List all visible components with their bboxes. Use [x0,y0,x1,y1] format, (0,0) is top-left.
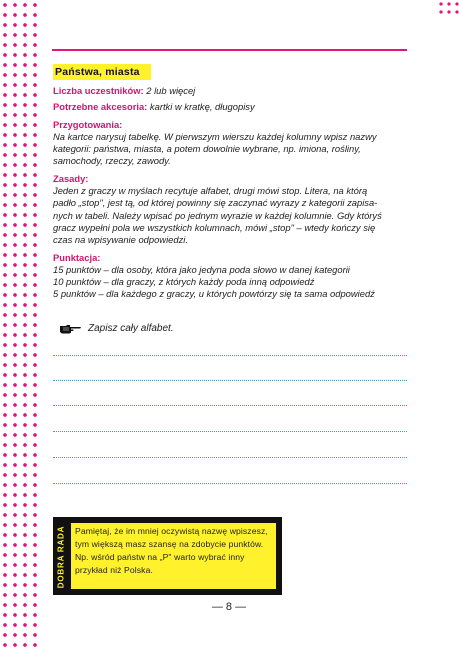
scoring-line: 15 punktów – dla osoby, która jako jedyna poda słowo w danej kategorii [53,263,350,275]
rules-line: Jeden z graczy w myślach recytuje alfabet, drugi mówi stop. Litera, na którą [53,185,368,197]
preparation-line: samochody, rzeczy, zawody. [53,155,171,167]
preparation-heading: Przygotowania: [53,118,123,130]
rules-line: nych w tabeli. Należy wpisać po jednym wyrazie w każdej kolumnie. Gdy któryś [53,209,382,221]
rules-line: gracz wypełni pola we wszystkich kolumnach, mówi „stop" – wtedy kończy się [53,221,376,233]
participants-label: Liczba uczestników: [53,85,144,96]
tip-side-bar [53,517,69,595]
rules-heading: Zasady: [53,172,89,184]
scoring-line: 10 punktów – dla graczy, z których każdy poda inną odpowiedź [53,276,315,288]
game-description [53,85,413,301]
participants-row [53,85,413,97]
tip-line: tym większą masz szansę na zdobycie punktów. [75,539,264,549]
scoring-heading: Punktacja: [53,251,101,263]
tip-line: przykład niż Polska. [75,565,153,575]
accessories-value: kartki w kratkę, długopisy [149,101,255,113]
writing-line [53,380,407,381]
participants-value: 2 lub więcej [146,85,196,96]
writing-line [53,483,407,484]
accessories-row [53,101,413,113]
tip-side-label: DOBRA RADA [56,525,66,589]
writing-line [53,355,407,356]
rules-line: padło „stop", jest tą, od której powinny się zaczynać wyrazy z kategorii zapisa- [53,197,378,209]
writing-line [53,405,407,406]
tip-text [71,523,276,589]
page-title: Państwa, miasta [53,64,151,80]
preparation-line: kategorii: państwa, miasta, a potem dowolnie wybrane, np. imiona, rośliny, [53,143,361,155]
tip-box [53,517,282,595]
writing-line [53,431,407,432]
tip-line: Np. wśród państw na „P" warto wybrać inny [75,552,245,562]
top-divider [52,49,407,51]
note-text: Zapisz cały alfabet. [88,323,174,334]
writing-line [53,457,407,458]
note-row [60,323,174,334]
tip-line: Pamiętaj, że im mniej oczywistą nazwę wpiszesz, [75,526,268,536]
dotted-margin-decoration [0,0,40,650]
accessories-label: Potrzebne akcesoria: [53,101,148,113]
rules-line: czas na wpisywanie odpowiedzi. [53,234,188,246]
pointing-hand-icon [60,324,82,334]
page-number: — 8 — [211,601,247,613]
corner-dots-decoration [437,0,459,16]
preparation-line: Na kartce narysuj tabelkę. W pierwszym wierszu każdej kolumny wpisz nazwy [53,130,377,142]
scoring-line: 5 punktów – dla każdego z graczy, u których powtórzy się ta sama odpowiedź [53,288,375,300]
